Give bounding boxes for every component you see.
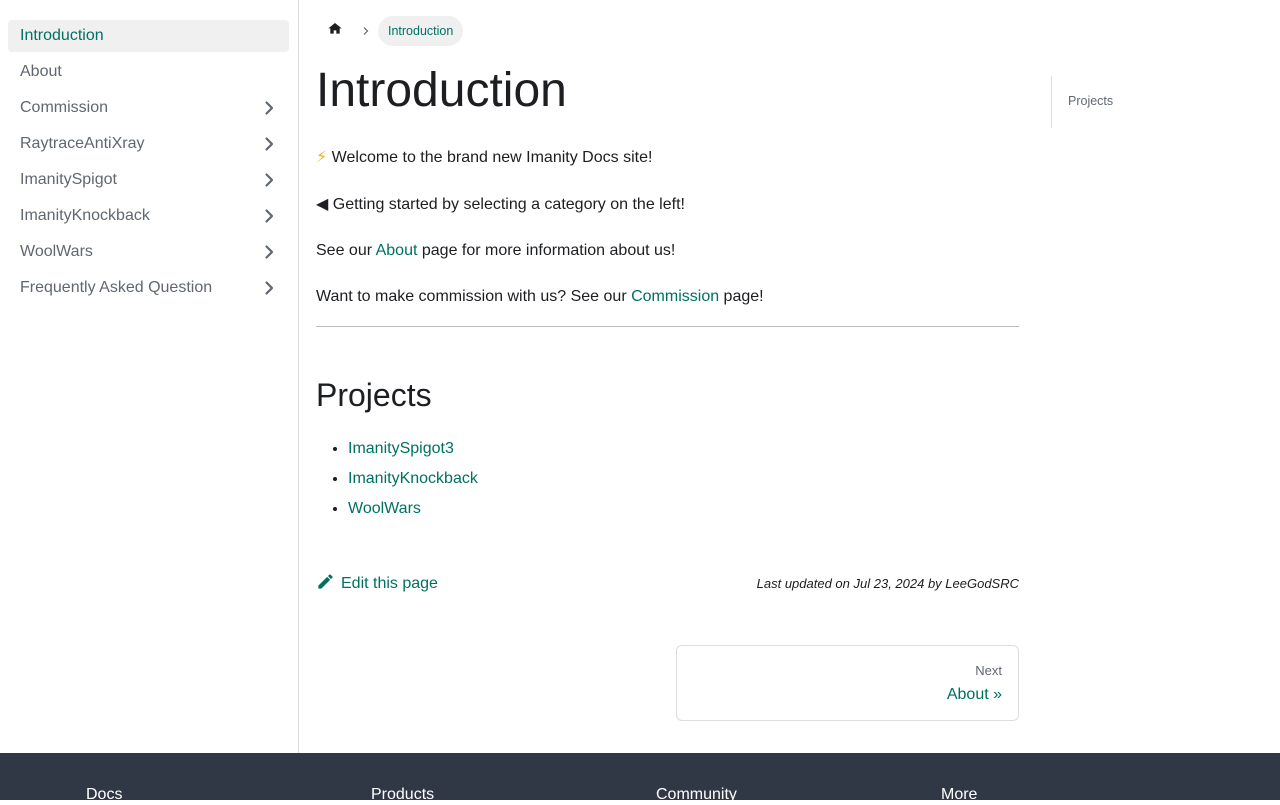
sidebar-item-label: WoolWars [20, 243, 93, 260]
footer-column-docs: Docs [86, 786, 123, 803]
breadcrumb-home-link[interactable] [316, 16, 354, 46]
footer-column-more: More [941, 786, 978, 803]
sidebar-item-label: ImanityKnockback [20, 207, 150, 224]
commission-paragraph [316, 285, 764, 309]
home-icon [327, 21, 343, 42]
chevron-right-icon[interactable] [257, 276, 281, 300]
sidebar-item-label: RaytraceAntiXray [20, 135, 145, 152]
arrow-left-icon: ◀ [316, 196, 329, 213]
list-item [348, 437, 478, 467]
chevron-right-icon[interactable] [257, 168, 281, 192]
pagination-label: About » [946, 686, 1002, 703]
last-updated: Last updated on Jul 23, 2024 by LeeGodSRC [756, 576, 1019, 591]
docs-sidebar [0, 0, 299, 753]
projects-heading: Projects [316, 377, 432, 413]
commission-text-before: Want to make commission with us? See our [316, 288, 632, 305]
sidebar-item-imanityknockback[interactable] [8, 200, 289, 232]
sidebar-item-woolwars[interactable] [8, 236, 289, 268]
sidebar-item-introduction[interactable] [8, 20, 289, 52]
welcome-paragraph [316, 146, 652, 170]
about-paragraph [316, 239, 675, 263]
commission-link[interactable]: Commission [631, 288, 720, 305]
projects-list [316, 437, 478, 527]
site-footer [0, 753, 1280, 803]
edit-page-label: Edit this page [341, 575, 438, 592]
edit-page-link[interactable] [316, 572, 438, 596]
getting-started-paragraph [316, 193, 685, 217]
project-link-woolwars[interactable]: WoolWars [348, 500, 421, 517]
chevron-right-icon[interactable] [257, 132, 281, 156]
pagination-sublabel: Next [975, 663, 1002, 678]
commission-text-after: page! [719, 288, 764, 305]
chevron-right-icon[interactable] [257, 96, 281, 120]
list-item [348, 467, 478, 497]
welcome-text: Welcome to the brand new Imanity Docs site! [327, 149, 653, 166]
pencil-icon [316, 572, 341, 596]
sidebar-item-label: Commission [20, 99, 109, 116]
about-link[interactable]: About [375, 242, 418, 259]
chevron-right-icon[interactable] [257, 204, 281, 228]
sidebar-item-faq[interactable] [8, 272, 289, 304]
sidebar-item-imanityspigot[interactable] [8, 164, 289, 196]
sidebar-menu [0, 0, 298, 304]
list-item [348, 497, 478, 527]
project-link-imanityknockback[interactable]: ImanityKnockback [348, 470, 478, 487]
about-text-before: See our [316, 242, 376, 259]
page-title: Introduction [316, 64, 567, 117]
sidebar-item-raytraceantixray[interactable] [8, 128, 289, 160]
sidebar-item-label: ImanitySpigot [20, 171, 117, 188]
sidebar-item-commission[interactable] [8, 92, 289, 124]
footer-column-community: Community [656, 786, 737, 803]
table-of-contents [1051, 76, 1251, 128]
breadcrumb-current: Introduction [378, 16, 463, 46]
content-divider [316, 326, 1019, 327]
getting-started-text: Getting started by selecting a category on the left! [328, 196, 685, 213]
pagination-next[interactable] [676, 645, 1019, 721]
breadcrumb-separator-icon [354, 16, 378, 46]
about-text-after: page for more information about us! [417, 242, 676, 259]
sidebar-item-label: Introduction [20, 27, 104, 44]
chevron-right-icon[interactable] [257, 240, 281, 264]
breadcrumb [316, 16, 463, 46]
sidebar-item-about[interactable] [8, 56, 289, 88]
project-link-imanityspigot3[interactable]: ImanitySpigot3 [348, 440, 454, 457]
lightning-icon: ⚡ [316, 149, 328, 166]
footer-column-products: Products [371, 786, 435, 803]
toc-link-projects[interactable]: Projects [1068, 94, 1114, 108]
sidebar-item-label: Frequently Asked Question [20, 279, 213, 296]
sidebar-item-label: About [20, 63, 62, 80]
